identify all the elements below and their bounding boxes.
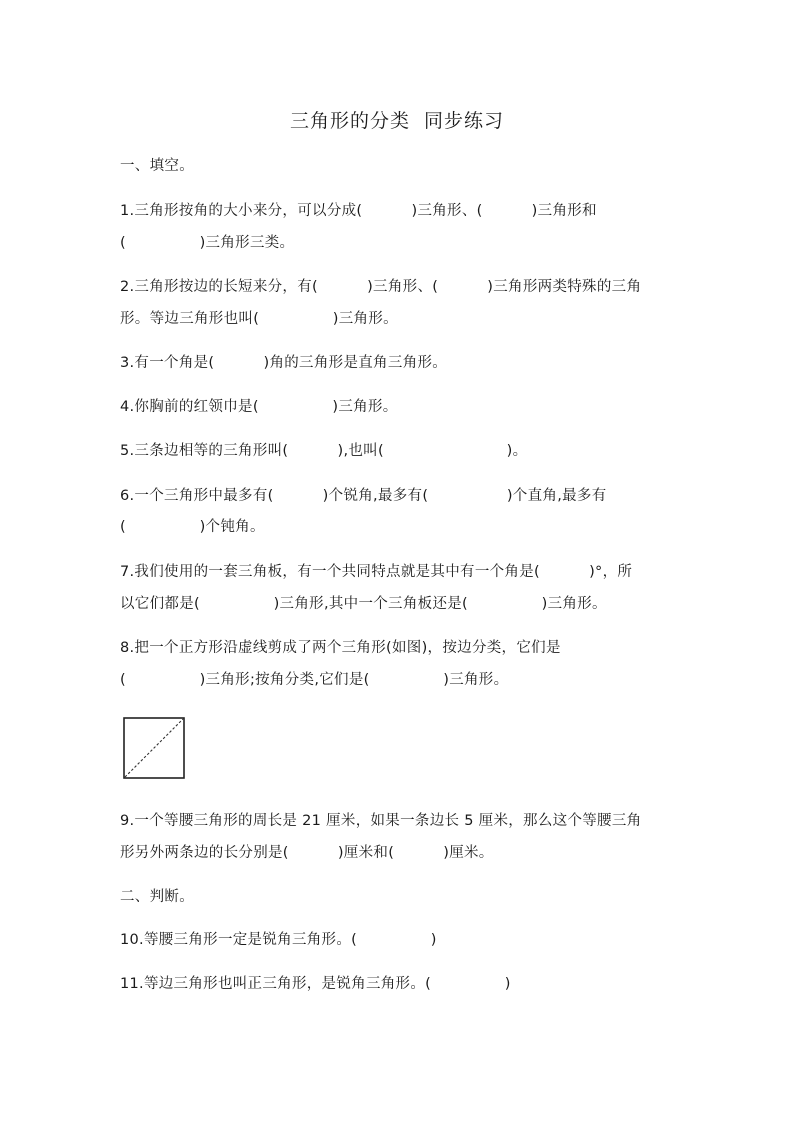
question-2-line-1: 2.三角形按边的长短来分，有( )三角形、( )三角形两类特殊的三角: [120, 279, 642, 295]
question-9-line-2: 形另外两条边的长分别是( )厘米和( )厘米。: [120, 845, 494, 861]
question-5: 5.三条边相等的三角形叫( ),也叫( )。: [120, 443, 528, 459]
section-judge-heading: 二、判断。: [120, 889, 194, 905]
question-1-line-2: ( )三角形三类。: [120, 235, 295, 251]
question-10: 10.等腰三角形一定是锐角三角形。( ): [120, 932, 437, 948]
question-7-line-1: 7.我们使用的一套三角板，有一个共同特点就是其中有一个角是( )°，所: [120, 564, 633, 580]
question-4: 4.你胸前的红领巾是( )三角形。: [120, 399, 398, 415]
question-9-line-1: 9.一个等腰三角形的周长是 21 厘米，如果一条边长 5 厘米，那么这个等腰三角: [120, 813, 642, 829]
question-6-line-1: 6.一个三角形中最多有( )个锐角,最多有( )个直角,最多有: [120, 488, 607, 504]
dashed-diagonal: [125, 719, 183, 777]
question-7-line-2: 以它们都是( )三角形,其中一个三角板还是( )三角形。: [120, 596, 607, 612]
question-3: 3.有一个角是( )角的三角形是直角三角形。: [120, 355, 448, 371]
square-diagonal-figure: [122, 716, 186, 780]
question-2-line-2: 形。等边三角形也叫( )三角形。: [120, 311, 398, 327]
question-1-line-1: 1.三角形按角的大小来分，可以分成( )三角形、( )三角形和: [120, 203, 597, 219]
page-title: 三角形的分类 同步练习: [289, 110, 505, 132]
question-6-line-2: ( )个钝角。: [120, 519, 265, 535]
question-8-line-1: 8.把一个正方形沿虚线剪成了两个三角形(如图)，按边分类，它们是: [120, 640, 561, 656]
question-11: 11.等边三角形也叫正三角形，是锐角三角形。( ): [120, 976, 511, 992]
question-8-line-2: ( )三角形;按角分类,它们是( )三角形。: [120, 672, 509, 688]
section-fill-in-heading: 一、填空。: [120, 158, 194, 174]
